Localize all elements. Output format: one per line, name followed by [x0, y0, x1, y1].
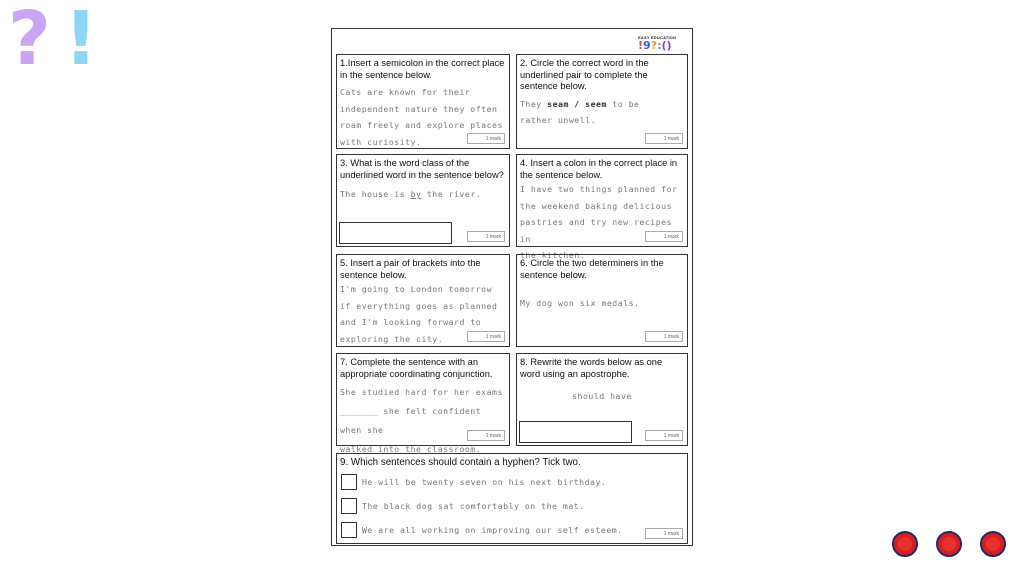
logo-punctuation-marks: !9?:() [638, 39, 672, 52]
red-dot-decoration [936, 531, 962, 557]
question-6-title: 6. Circle the two determiners in the sentence below. [520, 258, 664, 280]
question-6-box [516, 254, 688, 347]
question-6-sentence: My dog won six medals. [520, 298, 640, 308]
question-1-sentence: Cats are known for their independent nature they often roam freely and explore places with curiosity. [340, 87, 503, 147]
mark-box: 1 mark [645, 528, 683, 539]
easy-education-logo [638, 35, 684, 53]
question-9-box [336, 453, 688, 544]
mark-box: 1 mark [645, 133, 683, 144]
question-2-box [516, 54, 688, 149]
tick-option: He will be twenty seven on his next birthday. [340, 470, 684, 494]
question-1-box [336, 54, 510, 149]
red-dot-decoration [980, 531, 1006, 557]
logo-text: EASY EDUCATION [638, 35, 677, 40]
red-dot-decoration [892, 531, 918, 557]
mark-box: 1 mark [645, 430, 683, 441]
tick-checkbox[interactable] [341, 474, 357, 490]
tick-option: The black dog sat comfortably on the mat. [340, 494, 684, 518]
answer-box[interactable] [339, 222, 452, 244]
question-1-title: 1.Insert a semicolon in the correct place in the sentence below. [340, 58, 505, 80]
question-8-words: should have [572, 391, 632, 401]
worksheet [331, 28, 693, 546]
question-5-box [336, 254, 510, 347]
question-7-title: 7. Complete the sentence with an appropriate coordinating conjunction. [340, 357, 493, 379]
tick-checkbox[interactable] [341, 498, 357, 514]
question-2-sentence: They seam / seem to be rather unwell. [520, 98, 640, 125]
mark-box: 1 mark [645, 331, 683, 342]
question-9-title: 9. Which sentences should contain a hyphen? Tick two. [340, 457, 581, 468]
question-3-title: 3. What is the word class of the underlined word in the sentence below? [340, 158, 504, 180]
mark-box: 1 mark [467, 331, 505, 342]
question-5-title: 5. Insert a pair of brackets into the sentence below. [340, 258, 481, 280]
question-7-sentence: She studied hard for her exams _______ she felt confident when she walked into the classroom. [340, 387, 503, 454]
tick-checkbox[interactable] [341, 522, 357, 538]
question-9-options [340, 470, 684, 542]
mark-box: 1 mark [645, 231, 683, 242]
question-mark-decoration: ? [8, 0, 51, 82]
question-7-box [336, 353, 510, 454]
word-pair[interactable]: seam / seem [547, 98, 607, 109]
question-4-box [516, 154, 688, 260]
mark-box: 1 mark [467, 430, 505, 441]
question-2-title: 2. Circle the correct word in the underlined pair to complete the sentence below. [520, 58, 649, 91]
question-5-sentence: I'm going to London tomorrow if everything goes as planned and I'm looking forward to exploring the city. [340, 284, 498, 344]
question-4-title: 4. Insert a colon in the correct place in the sentence below. [520, 158, 678, 180]
question-8-title: 8. Rewrite the words below as one word using an apostrophe. [520, 357, 663, 379]
question-4-sentence: I have two things planned for the weekend baking delicious pastries and try new recipes in the kitchen. [520, 184, 678, 260]
question-3-box [336, 154, 510, 247]
question-3-sentence: The house is by the river. [340, 189, 482, 199]
underlined-word: by [410, 189, 422, 199]
question-8-box [516, 353, 688, 446]
tick-option: We are all working on improving our self esteem. [340, 518, 684, 542]
exclamation-mark-decoration: ! [64, 0, 98, 82]
mark-box: 1 mark [467, 133, 505, 144]
mark-box: 1 mark [467, 231, 505, 242]
answer-box[interactable] [519, 421, 632, 443]
